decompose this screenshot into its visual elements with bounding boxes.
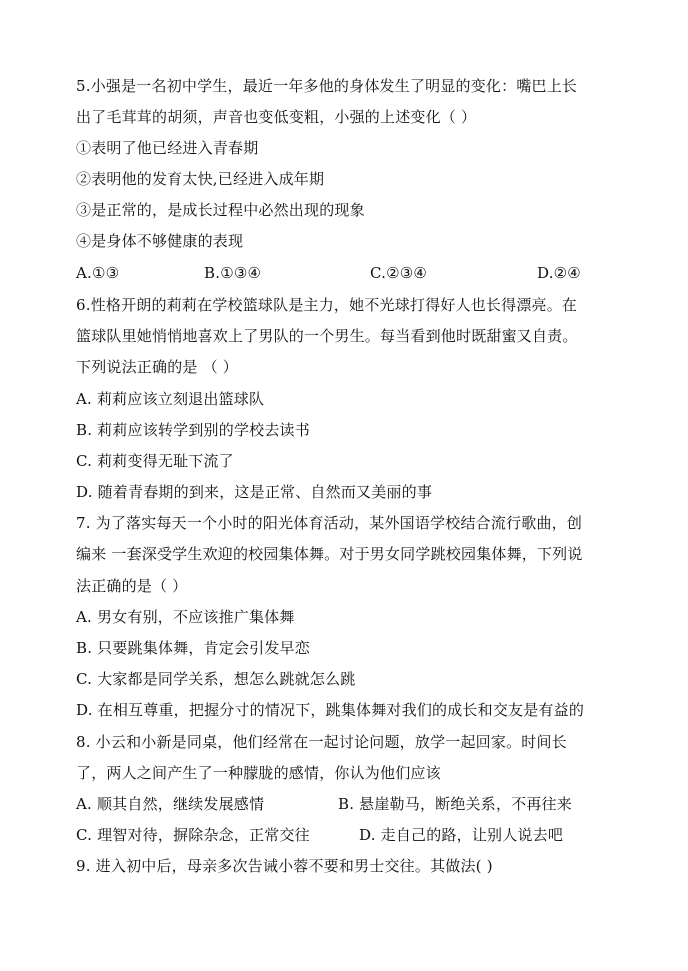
question-8-options-row-2: [76, 826, 616, 844]
question-5-statement-4: ④是身体不够健康的表现: [76, 232, 244, 250]
question-8-stem-line-1: 8. 小云和小新是同桌，他们经常在一起讨论问题，放学一起回家。时间长: [76, 733, 567, 751]
question-7-stem-line-2: 编来 一套深受学生欢迎的校园集体舞。对于男女同学跳校园集体舞，下列说: [76, 545, 583, 563]
question-5-options: [76, 264, 616, 282]
question-6-option-a: A. 莉莉应该立刻退出篮球队: [76, 390, 265, 408]
question-7-option-a: A. 男女有别，不应该推广集体舞: [76, 608, 295, 626]
question-8-stem-line-2: 了，两人之间产生了一种朦胧的感情，你认为他们应该: [76, 764, 441, 782]
question-6-option-b: B. 莉莉应该转学到别的学校去读书: [76, 421, 310, 439]
question-5-statement-2: ②表明他的发育太快,已经进入成年期: [76, 170, 325, 188]
question-5-option-d: D.②④: [537, 264, 581, 282]
question-6-option-c: C. 莉莉变得无耻下流了: [76, 452, 234, 470]
question-5-statement-3: ③是正常的，是成长过程中必然出现的现象: [76, 201, 365, 219]
question-5-option-b: B.①③④: [204, 264, 262, 282]
question-8-option-d: D. 走自己的路，让别人说去吧: [359, 826, 564, 844]
question-5-stem-line-1: 5.小强是一名初中学生，最近一年多他的身体发生了明显的变化：嘴巴上长: [76, 77, 578, 95]
question-8-option-c: C. 理智对待，摒除杂念，正常交往: [76, 826, 310, 844]
question-5-option-a: A.①③: [76, 264, 120, 282]
question-8-option-b: B. 悬崖勒马，断绝关系，不再往来: [338, 795, 572, 813]
question-6-stem-line-1: 6.性格开朗的莉莉在学校篮球队是主力，她不光球打得好人也长得漂亮。在: [76, 296, 578, 314]
question-7-option-d: D. 在相互尊重，把握分寸的情况下，跳集体舞对我们的成长和交友是有益的: [76, 701, 585, 719]
question-6-stem-line-3: 下列说法正确的是 （ ）: [76, 358, 238, 376]
question-6-option-d: D. 随着青春期的到来，这是正常、自然而又美丽的事: [76, 483, 433, 501]
question-5-option-c: C.②③④: [370, 264, 428, 282]
question-7-option-b: B. 只要跳集体舞，肯定会引发早恋: [76, 639, 310, 657]
question-8-options-row-1: [76, 795, 616, 813]
question-9-stem-line-1: 9. 进入初中后，母亲多次告诫小蓉不要和男士交往。其做法( ): [76, 857, 493, 875]
question-8-option-a: A. 顺其自然，继续发展感情: [76, 795, 265, 813]
question-7-stem-line-1: 7. 为了落实每天一个小时的阳光体育活动，某外国语学校结合流行歌曲，创: [76, 514, 583, 532]
question-6-stem-line-2: 篮球队里她悄悄地喜欢上了男队的一个男生。每当看到他时既甜蜜又自责。: [76, 327, 578, 345]
question-7-stem-line-3: 法正确的是（ ）: [76, 577, 188, 595]
question-7-option-c: C. 大家都是同学关系，想怎么跳就怎么跳: [76, 670, 356, 688]
question-5-statement-1: ①表明了他已经进入青春期: [76, 139, 259, 157]
question-5-stem-line-2: 出了毛茸茸的胡须，声音也变低变粗，小强的上述变化（ ）: [76, 108, 477, 126]
